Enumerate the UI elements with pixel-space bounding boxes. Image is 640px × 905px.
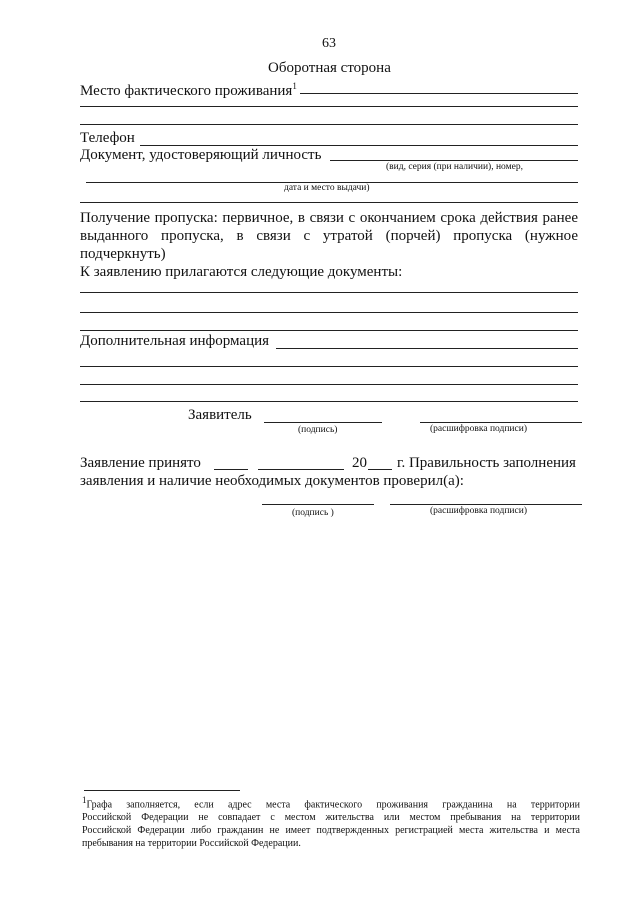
accepted-line-2: заявления и наличие необходимых документов проверил(а):	[80, 473, 464, 489]
applicant-decoding-field[interactable]	[420, 422, 582, 423]
accepted-month-field[interactable]	[258, 469, 344, 470]
footnote-separator	[84, 790, 240, 791]
footnote-line-3: Российской Федерации либо гражданин не имеет подтвержденных регистрацией места жительства и места	[82, 825, 580, 837]
residence-field-line-2[interactable]	[80, 106, 578, 107]
additional-info-field-line-2[interactable]	[80, 366, 578, 367]
attachments-field-line-2[interactable]	[80, 312, 578, 313]
checker-signature-field[interactable]	[262, 504, 374, 505]
additional-info-field[interactable]	[276, 348, 578, 349]
additional-info-field-line-4[interactable]	[80, 401, 578, 402]
pass-reason-line-3: подчеркнуть)	[80, 246, 166, 262]
attachments-field-line-1[interactable]	[80, 292, 578, 293]
additional-info-field-line-3[interactable]	[80, 384, 578, 385]
residence-label: Место фактического проживания$^1$	[80, 81, 297, 99]
phone-label: Телефон	[80, 130, 135, 146]
id-document-field-line-3[interactable]	[80, 202, 578, 203]
footnote-ref: 1	[292, 81, 297, 91]
id-document-hint-1: (вид, серия (при наличии), номер,	[386, 162, 523, 172]
phone-field[interactable]	[140, 145, 578, 146]
page-heading: Оборотная сторона	[268, 60, 391, 76]
id-document-label: Документ, удостоверяющий личность	[80, 147, 322, 163]
accepted-year-prefix: 20	[352, 455, 367, 471]
footnote-mark: 1	[82, 795, 87, 805]
footnote-line-4: пребывания на территории Российской Федерации.	[82, 838, 301, 850]
applicant-signature-hint: (подпись)	[298, 425, 338, 435]
id-document-field[interactable]	[330, 160, 578, 161]
footnote-line-1: $^1$Графа заполняется, если адрес места фактического проживания гражданина на территории	[82, 795, 580, 811]
accepted-year-field[interactable]	[368, 469, 392, 470]
attachments-field-line-3[interactable]	[80, 330, 578, 331]
checker-decoding-hint: (расшифровка подписи)	[430, 506, 527, 516]
accepted-prefix: Заявление принято	[80, 455, 201, 471]
page-number: 63	[322, 36, 336, 51]
footnote	[82, 794, 580, 850]
checker-signature-hint: (подпись )	[292, 508, 334, 518]
applicant-signature-field[interactable]	[264, 422, 382, 423]
pass-reason-line-1: Получение пропуска: первичное, в связи с окончанием срока действия ранее	[80, 210, 578, 226]
additional-info-label: Дополнительная информация	[80, 333, 270, 349]
id-document-hint-2: дата и место выдачи)	[284, 183, 370, 193]
footnote-line-2: Российской Федерации не совпадает с местом жительства или местом пребывания на территории	[82, 812, 580, 824]
accepted-line-1-rest: г. Правильность заполнения	[397, 455, 576, 471]
residence-field-line-3[interactable]	[80, 124, 578, 125]
pass-reason-line-2: выданного пропуска, в связи с утратой (порчей) пропуска (нужное	[80, 228, 578, 244]
applicant-decoding-hint: (расшифровка подписи)	[430, 424, 527, 434]
attachments-label: К заявлению прилагаются следующие документы:	[80, 264, 403, 280]
applicant-label: Заявитель	[188, 407, 252, 423]
residence-field[interactable]	[300, 93, 578, 94]
checker-decoding-field[interactable]	[390, 504, 582, 505]
accepted-day-field[interactable]	[214, 469, 248, 470]
